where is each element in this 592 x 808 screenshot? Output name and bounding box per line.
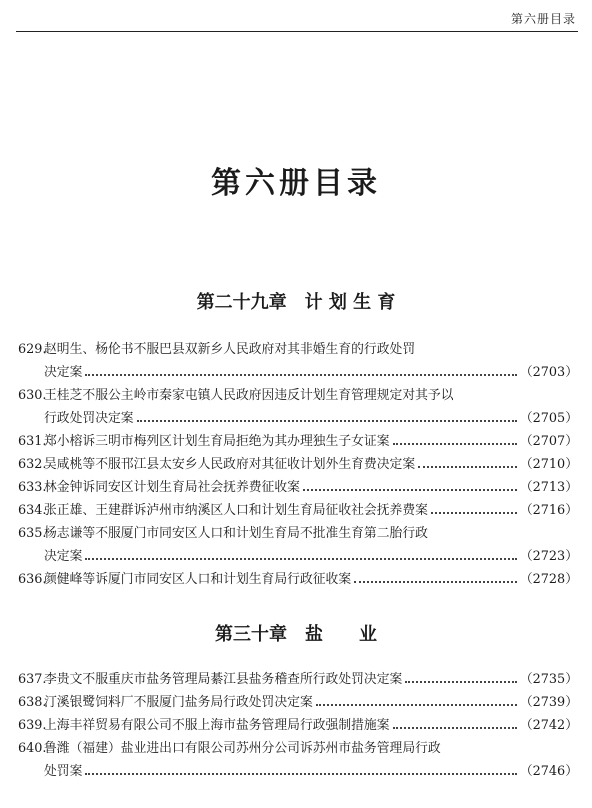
chapter-title-30: 第三十章 盐 业 — [215, 624, 377, 645]
toc-entry-637[interactable] — [18, 668, 578, 691]
page-ref: （2710） — [519, 457, 578, 472]
page-ref: （2703） — [519, 365, 578, 380]
chapter-30-entries — [18, 668, 578, 783]
chapter-title-29: 第二十九章 计 划 生 育 — [196, 292, 396, 313]
page-ref: （2705） — [519, 411, 578, 426]
leader-dots — [393, 726, 517, 729]
leader-dots — [418, 465, 517, 468]
entry-title: 颜健峰等诉厦门市同安区人口和计划生育局行政征收案 — [44, 572, 352, 587]
running-head: 第六册目录 — [510, 12, 576, 26]
entry-number: 640. — [18, 741, 47, 756]
toc-entry-635[interactable] — [18, 522, 578, 568]
entry-title: 吴咸桃等不服邗江县太安乡人民政府对其征收计划外生育费决定案 — [44, 457, 416, 472]
toc-entry-640[interactable] — [18, 737, 578, 783]
toc-entry-630[interactable] — [18, 384, 578, 430]
entry-title: 李贵文不服重庆市盐务管理局綦江县盐务稽查所行政处罚决定案 — [44, 672, 403, 687]
entry-number: 639. — [18, 718, 47, 733]
toc-entry-638[interactable] — [18, 691, 578, 714]
leader-dots — [354, 580, 517, 583]
leader-dots — [85, 373, 516, 376]
leader-dots — [85, 557, 516, 560]
entry-title: 上海丰祥贸易有限公司不服上海市盐务管理局行政强制措施案 — [44, 718, 390, 733]
entry-title-line2: 行政处罚决定案 — [44, 411, 134, 426]
entry-title-line1: 杨志谦等不服厦门市同安区人口和计划生育局不批准生育第二胎行政 — [44, 526, 428, 541]
page-ref: （2728） — [519, 572, 578, 587]
entry-number: 631. — [18, 434, 47, 449]
entry-title: 林金钟诉同安区计划生育局社会抚养费征收案 — [44, 480, 300, 495]
page-ref: （2739） — [519, 695, 578, 710]
leader-dots — [303, 488, 517, 491]
header-rule — [16, 31, 578, 32]
toc-entry-631[interactable] — [18, 430, 578, 453]
toc-entry-633[interactable] — [18, 476, 578, 499]
entry-title-line2: 决定案 — [44, 365, 83, 380]
toc-entry-639[interactable] — [18, 714, 578, 737]
chapter-29-entries — [18, 338, 578, 591]
page-ref: （2746） — [519, 764, 578, 779]
entry-number: 638. — [18, 695, 47, 710]
page-ref: （2735） — [519, 672, 578, 687]
toc-entry-636[interactable] — [18, 568, 578, 591]
leader-dots — [405, 680, 517, 683]
page-ref: （2742） — [519, 718, 578, 733]
entry-title-line2: 处罚案 — [44, 764, 83, 779]
page-ref: （2713） — [519, 480, 578, 495]
entry-title: 张正雄、王建群诉泸州市纳溪区人口和计划生育局征收社会抚养费案 — [44, 503, 428, 518]
entry-number: 630. — [18, 388, 47, 403]
entry-number: 635. — [18, 526, 47, 541]
entry-number: 629. — [18, 342, 47, 357]
page-ref: （2716） — [519, 503, 578, 518]
leader-dots — [316, 703, 517, 706]
toc-entry-632[interactable] — [18, 453, 578, 476]
leader-dots — [393, 442, 517, 445]
page-ref: （2723） — [519, 549, 578, 564]
leader-dots — [85, 772, 516, 775]
entry-title: 汀溪银鹭饲料厂不服厦门盐务局行政处罚决定案 — [44, 695, 313, 710]
toc-entry-629[interactable] — [18, 338, 578, 384]
entry-title-line2: 决定案 — [44, 549, 83, 564]
leader-dots — [431, 511, 517, 514]
entry-number: 637. — [18, 672, 47, 687]
entry-title-line1: 鲁潍（福建）盐业进出口有限公司苏州分公司诉苏州市盐务管理局行政 — [44, 741, 441, 756]
toc-entry-634[interactable] — [18, 499, 578, 522]
leader-dots — [137, 419, 517, 422]
entry-title-line1: 赵明生、杨伦书不服巴县双新乡人民政府对其非婚生育的行政处罚 — [44, 342, 416, 357]
entry-number: 636. — [18, 572, 47, 587]
entry-number: 633. — [18, 480, 47, 495]
entry-number: 632. — [18, 457, 47, 472]
book-title: 第六册目录 — [211, 166, 381, 201]
page-ref: （2707） — [519, 434, 578, 449]
entry-number: 634. — [18, 503, 47, 518]
entry-title-line1: 王桂芝不服公主岭市秦家屯镇人民政府因违反计划生育管理规定对其予以 — [44, 388, 454, 403]
entry-title: 郑小榕诉三明市梅列区计划生育局拒绝为其办理独生子女证案 — [44, 434, 390, 449]
